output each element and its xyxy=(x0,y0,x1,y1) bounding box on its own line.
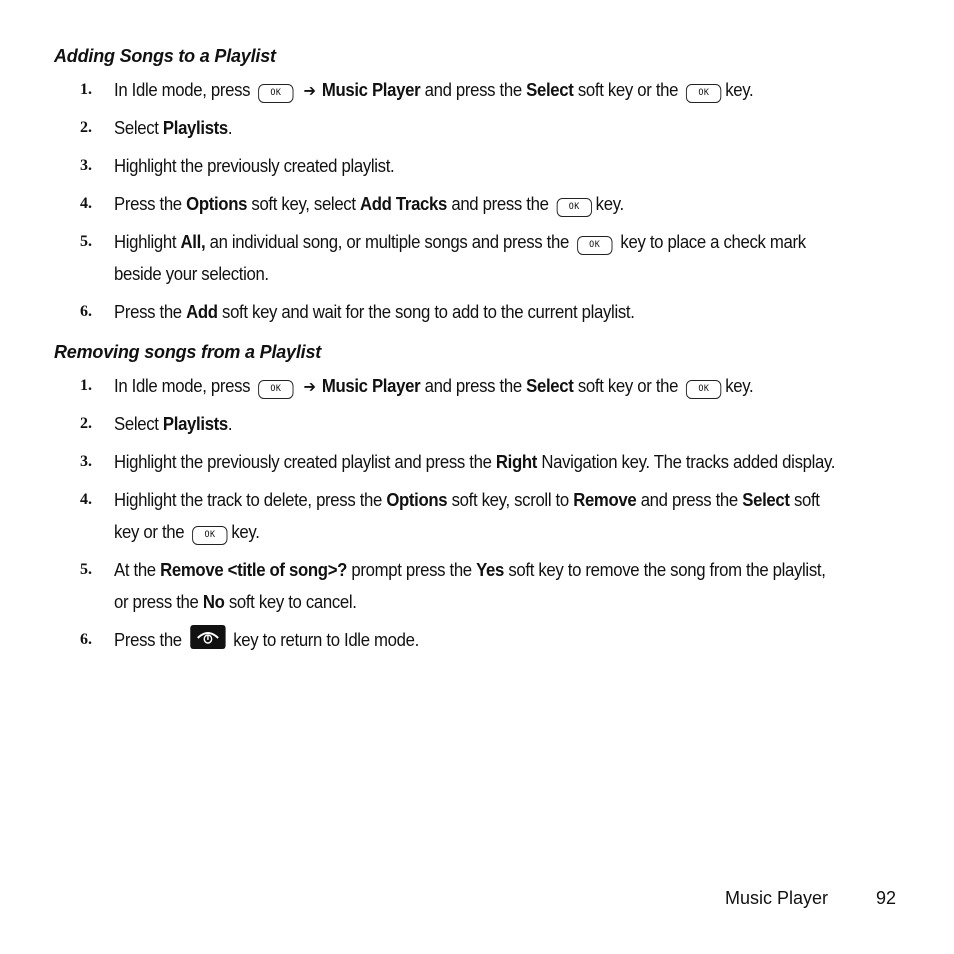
end-power-key-icon xyxy=(190,625,225,649)
manual-page: Adding Songs to a Playlist 1. In Idle mode, press OK ➔ Music Player and press the Select soft key or the OK key. 2. Select Playlists. 3. Highlight the previously created playlist. 4. Press the Options soft key, select Add Tracks and press the OK key. 5. Highlight All, an individual song, or multiple songs and press the OK key to place a check mark beside your selection. 6. Press the Add soft key and wait for the song to add to the current playlist. Removing songs from a Playlist 1. In Idle mode, press OK ➔ Music Player and press the Select soft key or the OK key. 2. Select Playlists. 3. Highlight the previously created playlist and press the Right Navigation key. The tracks added display. 4. Highlight the track to delete, press the Options soft key, scroll to Remove and press the Select soft key or the OK key. 5. At the Remove <title of song>? prompt press the Yes soft key to remove the song from the playlist, or press the No soft key to cancel. 6. Press the key to return to Idle mode. Music Player 92 xyxy=(54,46,897,908)
section-heading-removing: Removing songs from a Playlist xyxy=(54,342,322,362)
ok-key-icon: OK xyxy=(258,84,293,103)
section-heading-adding: Adding Songs to a Playlist xyxy=(54,46,276,66)
ok-key-icon: OK xyxy=(686,84,721,103)
step-number: 2. xyxy=(80,415,92,432)
step-number: 1. xyxy=(80,377,92,394)
step-number: 2. xyxy=(80,119,92,136)
step-number: 5. xyxy=(80,233,92,250)
arrow-right-icon: ➔ xyxy=(303,81,316,100)
arrow-right-icon: ➔ xyxy=(303,377,316,396)
step-number: 3. xyxy=(80,453,92,470)
step-number: 6. xyxy=(80,303,92,320)
step-number: 4. xyxy=(80,195,92,212)
step-number: 6. xyxy=(80,631,92,648)
step-number: 5. xyxy=(80,561,92,578)
ok-key-icon: OK xyxy=(192,526,227,545)
ok-key-icon: OK xyxy=(686,380,721,399)
step-number: 3. xyxy=(80,157,92,174)
step-number: 1. xyxy=(80,81,92,98)
step-number: 4. xyxy=(80,491,92,508)
power-symbol-icon xyxy=(195,629,219,645)
ok-key-icon: OK xyxy=(577,236,612,255)
ok-key-icon: OK xyxy=(258,380,293,399)
footer-page-number: 92 xyxy=(876,888,897,908)
ok-key-icon: OK xyxy=(557,198,592,217)
footer-chapter-title: Music Player xyxy=(725,888,829,908)
